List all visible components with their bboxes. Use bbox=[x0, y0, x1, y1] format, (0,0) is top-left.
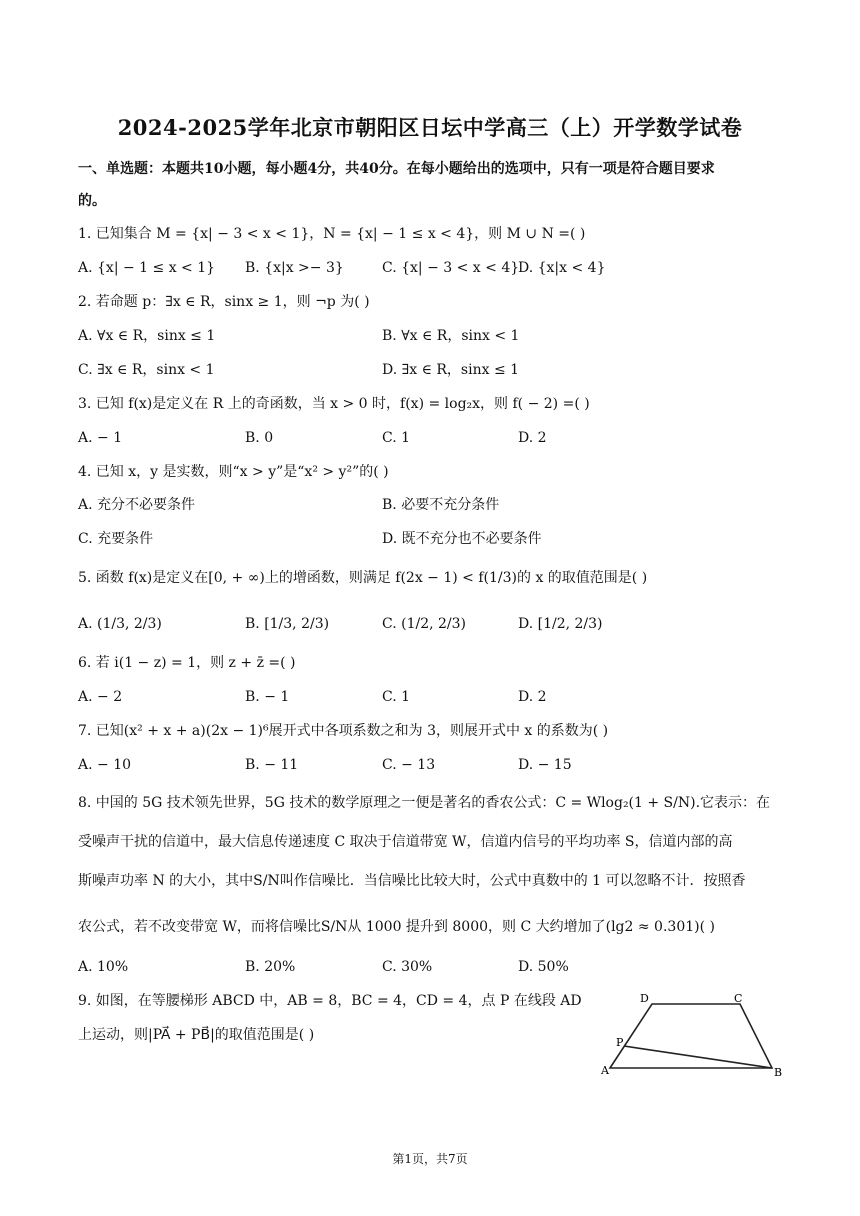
label-c: C bbox=[734, 992, 743, 1005]
q8-option-c: C. 30% bbox=[382, 959, 433, 975]
q4-option-c: C. 充要条件 bbox=[78, 531, 154, 547]
label-p: P bbox=[616, 1036, 624, 1049]
q8-line3: 斯噪声功率 N 的大小，其中S/N叫作信噪比．当信噪比比较大时，公式中真数中的 1 可以忽略不计．按照香 bbox=[78, 873, 746, 889]
q5-option-a: A. (1/3, 2/3) bbox=[78, 616, 162, 632]
page-footer: 第1页，共7页 bbox=[392, 1152, 468, 1166]
q1-stem: 1. 已知集合 M = {x| − 3 < x < 1}，N = {x| − 1 ≤ x < 4}，则 M ∪ N =( ) bbox=[78, 226, 586, 242]
trapezoid-outline bbox=[610, 1004, 772, 1068]
section-heading-line1: 一、单选题：本题共10小题，每小题4分，共40分。在每小题给出的选项中，只有一项是符合题目要求 bbox=[78, 161, 715, 177]
q8-option-d: D. 50% bbox=[518, 959, 569, 975]
label-b: B bbox=[774, 1066, 783, 1079]
segment-pb bbox=[624, 1046, 772, 1068]
q7-option-b: B. − 11 bbox=[245, 757, 299, 773]
q6-option-a: A. − 2 bbox=[78, 689, 123, 705]
q3-option-b: B. 0 bbox=[245, 430, 274, 446]
q5-stem: 5. 函数 f(x)是定义在[0, + ∞)上的增函数，则满足 f(2x − 1) < f(1/3)的 x 的取值范围是( ) bbox=[78, 570, 648, 586]
q5-option-d: D. [1/2, 2/3) bbox=[518, 616, 603, 632]
q6-option-b: B. − 1 bbox=[245, 689, 290, 705]
page-title: 2024-2025学年北京市朝阳区日坛中学高三（上）开学数学试卷 bbox=[117, 115, 743, 140]
q9-line1: 9. 如图，在等腰梯形 ABCD 中，AB = 8，BC = 4，CD = 4，点 P 在线段 AD bbox=[78, 993, 582, 1009]
q1-option-b: B. {x|x >− 3} bbox=[245, 260, 344, 276]
q2-stem: 2. 若命题 p：∃x ∈ R，sinx ≥ 1，则 ¬p 为( ) bbox=[78, 294, 370, 310]
q1-option-d: D. {x|x < 4} bbox=[518, 260, 606, 276]
q6-option-d: D. 2 bbox=[518, 689, 547, 705]
q3-option-a: A. − 1 bbox=[78, 430, 123, 446]
q2-option-b: B. ∀x ∈ R，sinx < 1 bbox=[382, 328, 520, 344]
q4-option-d: D. 既不充分也不必要条件 bbox=[382, 531, 542, 547]
q9-line2: 上运动，则|PA⃗ + PB⃗|的取值范围是( ) bbox=[78, 1027, 315, 1043]
q7-option-d: D. − 15 bbox=[518, 757, 572, 773]
q8-line2: 受噪声干扰的信道中，最大信息传递速度 C 取决于信道带宽 W，信道内信号的平均功率 S，信道内部的高 bbox=[78, 834, 733, 850]
trapezoid-figure bbox=[600, 990, 790, 1080]
q2-option-c: C. ∃x ∈ R，sinx < 1 bbox=[78, 362, 215, 378]
q6-stem: 6. 若 i(1 − z) = 1，则 z + z̄ =( ) bbox=[78, 655, 296, 671]
section-heading-line2: 的。 bbox=[78, 193, 106, 209]
q8-line4: 农公式，若不改变带宽 W，而将信噪比S/N从 1000 提升到 8000，则 C 大约增加了(lg2 ≈ 0.301)( ) bbox=[78, 919, 715, 935]
q4-stem: 4. 已知 x，y 是实数，则“x > y”是“x² > y²”的( ) bbox=[78, 464, 389, 480]
q5-option-c: C. (1/2, 2/3) bbox=[382, 616, 466, 632]
q6-option-c: C. 1 bbox=[382, 689, 411, 705]
q7-option-a: A. − 10 bbox=[78, 757, 132, 773]
q4-option-b: B. 必要不充分条件 bbox=[382, 497, 500, 513]
q5-option-b: B. [1/3, 2/3) bbox=[245, 616, 330, 632]
q1-option-c: C. {x| − 3 < x < 4} bbox=[382, 260, 520, 276]
q3-stem: 3. 已知 f(x)是定义在 R 上的奇函数，当 x > 0 时，f(x) = log₂x，则 f( − 2) =( ) bbox=[78, 396, 590, 412]
q3-option-d: D. 2 bbox=[518, 430, 547, 446]
q2-option-d: D. ∃x ∈ R，sinx ≤ 1 bbox=[382, 362, 520, 378]
q8-option-b: B. 20% bbox=[245, 959, 296, 975]
q3-option-c: C. 1 bbox=[382, 430, 411, 446]
q1-option-a: A. {x| − 1 ≤ x < 1} bbox=[78, 260, 216, 276]
q8-line1: 8. 中国的 5G 技术领先世界，5G 技术的数学原理之一便是著名的香农公式：C = Wlog₂(1 + S/N).它表示：在 bbox=[78, 795, 771, 811]
q2-option-a: A. ∀x ∈ R，sinx ≤ 1 bbox=[78, 328, 216, 344]
q7-option-c: C. − 13 bbox=[382, 757, 436, 773]
q7-stem: 7. 已知(x² + x + a)(2x − 1)⁶展开式中各项系数之和为 3，则展开式中 x 的系数为( ) bbox=[78, 723, 609, 739]
q4-option-a: A. 充分不必要条件 bbox=[78, 497, 196, 513]
q8-option-a: A. 10% bbox=[78, 959, 129, 975]
label-a: A bbox=[601, 1064, 609, 1077]
label-d: D bbox=[640, 992, 649, 1005]
